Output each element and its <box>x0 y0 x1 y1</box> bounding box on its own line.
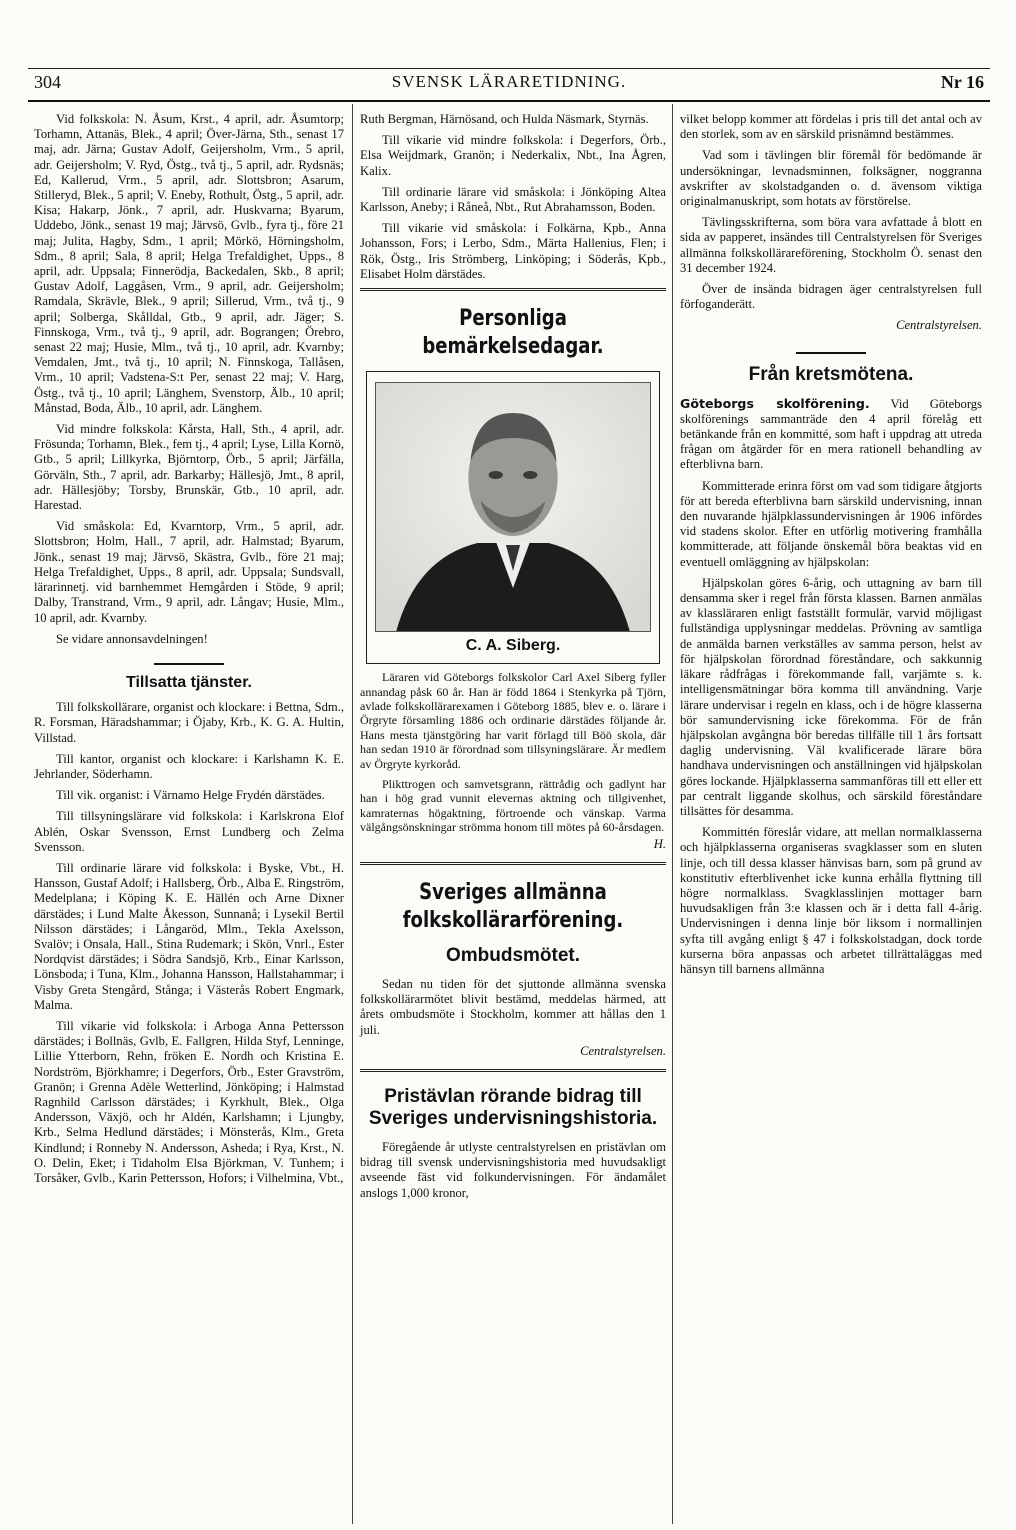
column-divider <box>352 104 353 1524</box>
separator <box>34 655 344 665</box>
paragraph: Plikttrogen och samvetsgrann, rättrådig och gadlynt har han i hög grad vunnit elevernas aktning och tillgivenhet, kamraternas högaktning, förtroende och vänskap. Varma välgångsönskningar strömma honom till mötes på 60-årsdagen. <box>360 777 666 835</box>
paragraph: Vid folkskola: N. Åsum, Krst., 4 april, adr. Åsumtorp; Torhamn, Attanäs, Blek., 4 april; Över-Järna, Sth., senast 17 maj, adr. Järna; Gustav Adolf, Geijersholm, Vrm., 5 april, adr. Geijersholm; V. Ryd, Östg., två tj., 5 april, adr. Rydsnäs; Ed, Kallerud, Vrm., 5 april, adr. Slottsbron; Asarum, Stilleryd, Blek., 5 april; V. Eneby, Rothult, Östg., 5 april, adr. Kisa; Hakarp, Jönk., 7 april, adr. Huskvarna; Byarum, Uddebo, Jönk., senast 19 maj; Järvsö, Gvlb., fyra tj., före 21 maj; Julita, Hagby, Sdm., 1 april; Mörkö, Hörningsholm, Sdm., 8 april; Sala, 8 april; Helga Trefaldighet, Upps., 8 april, adr. Uppsala; Finnerödja, Backedalen, Skb., 8 april; Gustav Adolf, Laggåsen, Vrm., 9 april, adr. Geijersholm; Ramdala, Skrävle, Blek., 9 april; Sillerud, Vrm., två tj., 9 april; Solberga, Skålldal, Gtb., 9 april, adr. Jäger; S. Finnskoga, Vrm., två tj., 9 april, adr. Bograngen; Örebro, senast 22 maj; Husie, Mlm., två tj., 10 april, adr. Kvarnby; Vemdalen, Jmt., två tj., 10 april; N. Finnskoga, Tallåsen, Vrm., 10 april; Vadstena-S:t Per, senast 22 maj; V. Harg, Östg., två tj., 10 april; Länghem, Svenstorp, Älb., 10 april; Månstad, Boda, Älb., 10 april, adr. Länghem. <box>34 112 344 415</box>
header-rule <box>28 100 990 102</box>
paragraph: Till vik. organist: i Värnamo Helge Frydén därstädes. <box>56 788 325 803</box>
paragraph: Vid småskola: Ed, Kvarntorp, Vrm., 5 april, adr. Slottsbron; Holm, Hall., 7 april, adr. Halmstad; Byarum, Jönk., senast 19 maj; Järvsö, Skästra, Gvlb., före 21 maj; Helga Trefaldighet, Upps., 8 april, adr. Uppsala; Sundsvall, lärarinnetj. vid barnhemmet Hemgården i Stöde, 9 april; Dalby, Transtrand, Vrm., 9 april, adr. Långav; Husie, Mlm., 10 april, adr. Kvarnby. <box>34 519 344 625</box>
paragraph <box>680 396 982 473</box>
section-title: Från kretsmötena. <box>748 363 914 385</box>
column-3 <box>680 112 982 983</box>
issue-number: Nr 16 <box>940 72 984 92</box>
section-title: Pristävlan rörande bidrag till Sveriges undervisningshistoria. <box>368 1085 658 1129</box>
paragraph: Kommitterade erinra först om vad som tidigare åtgjorts för att bereda efterblivna barn särskild undervisning, innan den nuvarande hjälpklassundervisningen år 1906 infördes vid stadens skolor. Efter en utförlig motivering framhålla kommitterade, att följande önskemål böra beaktas vid en eventuell omläggning av hjälpskolan: <box>680 478 982 569</box>
double-rule <box>360 1069 666 1074</box>
separator <box>680 344 982 354</box>
paragraph: Vad som i tävlingen blir föremål för bedömande är undersökningar, levnadsminnen, folksägner, noggranna avskrifter av skolstadganden o. d. ävensom viktiga originalmanuskript, som hotats av förstörelse. <box>680 148 982 209</box>
paragraph: Till folkskollärare, organist och klockare: i Bettna, Sdm., R. Forsman, Häradshammar; i Öjaby, Krb., K. G. A. Hultin, Villstad. <box>34 700 344 745</box>
portrait-photo <box>376 383 650 631</box>
paragraph: Till ordinarie lärare vid folkskola: i Byske, Vbt., H. Hansson, Gustaf Adolf; i Hallsberg, Örb., Alba E. Ringström, Medelplana; i Köping K. E. Hällén och Arne Dixner därstädes; i Lund Malte Åkesson, Sunnanå; i Lysekil Bertil Nilsson därstädes; i Långaröd, Mlm., Tekla Axelsson, Svalöv; i Onsala, Hall., Stina Rudemark; i Skön, Vnrl., Ester Nordqvist därstädes; i Södra Sandsjö, Krb., Einar Karlsson, Lönsboda; i Tuna, Klm., Johanna Hansson, Hallstahammar; i Visby Greta Stengård, Stånga; i Västerås Robert Engmark, Malma. <box>34 860 344 1012</box>
double-rule <box>360 862 666 867</box>
section-title: Ombudsmötet. <box>445 944 581 966</box>
column-2 <box>360 112 666 1207</box>
section-title: Tillsatta tjänster. <box>126 673 252 691</box>
column-1 <box>34 112 344 1192</box>
signature: H. <box>653 836 666 851</box>
paragraph: vilket belopp kommer att fördelas i pris till det antal och av den storlek, som av en särskild prisnämnd bestämmes. <box>680 112 982 142</box>
page-number: 304 <box>34 72 61 92</box>
paragraph: Till vikarie vid mindre folkskola: i Degerfors, Örb., Elsa Weijdmark, Granön; i Nederkalix, Nbt., Ina Ågren, Kalix. <box>360 133 666 178</box>
section-title: folkskollärarförening. <box>402 907 624 933</box>
paragraph: Till vikarie vid småskola: i Folkärna, Kpb., Anna Johansson, Fors; i Lerbo, Sdm., Märta Hallenius, Flen; i Rök, Östg., Iris Strömberg, Linköping; i Söderås, Kpb., Elisabet Holm därstädes. <box>360 221 666 281</box>
paragraph: Vid mindre folkskola: Kårsta, Hall, Sth., 4 april, adr. Frösunda; Torhamn, Blek., fem tj., 4 april; Lyse, Lilla Kornö, Gtb., 5 april; Lillkyrka, Björntorp, Örb., 5 april; Järfälla, Görväln, Sth., 7 april, adr. Barkarby; Hällesjö, Jmt., 8 april, adr. Hällesjöby; Torsby, Brunskär, Gtb., 10 april, adr. Harestad. <box>34 422 344 513</box>
column-divider <box>672 104 673 1524</box>
portrait-frame <box>366 371 660 664</box>
double-rule <box>360 288 666 293</box>
top-rule <box>28 68 990 69</box>
paragraph: Till tillsyningslärare vid folkskola: i Karlskrona Elof Ablén, Oskar Svensson, Ernst Lundberg och Zelma Svensson. <box>34 809 344 854</box>
paragraph: Över de insända bidragen äger centralstyrelsen full förfoganderätt. <box>680 282 982 312</box>
paragraph: Till kantor, organist och klockare: i Karlshamn K. E. Jehrlander, Söderhamn. <box>34 751 344 781</box>
paragraph: Tävlingsskrifterna, som böra vara avfattade å blott en sida av papperet, insändes till Centralstyrelsen för Sveriges allmänna folkskollärareförening, Stockholm Ö. senast den 31 december 1924. <box>680 215 982 275</box>
paragraph: Till ordinarie lärare vid småskola: i Jönköping Altea Karlsson, Aneby; i Råneå, Nbt., Rut Abrahamsson, Boden. <box>360 184 666 215</box>
paragraph: Föregående år utlyste centralstyrelsen en pristävlan om bidrag till svensk undervisningshistoria med huvudsakligt avseende fäst vid folkundervisningen. För ändamålet anslogs 1,000 kronor, <box>360 1139 666 1200</box>
kicker: Göteborgs skolförening. <box>680 395 870 411</box>
paragraph: Sedan nu tiden för det sjuttonde allmänna svenska folkskollärarmötet blivit bestämd, meddelas härmed, att årets ombudsmöte i Stockholm, kommer att hållas den 1 juli. <box>360 976 666 1037</box>
page-header <box>34 72 984 98</box>
paragraph: Hjälpskolan göres 6-årig, och uttagning av barn till densamma sker i regel från första klassen. Barnen anmälas av klassläraren enligt fastställt formulär, varvid möjligast fullständiga upplysningar meddelas. Prövning av samtliga de anmälda barnen verkställes av samma person, helst av för hjälpskolan förordnad föreståndare, och sakkunnig läkare rådfrågas i förekommande fall, varjämte s. k. intelligensmätningar böra komma till användning. Varje lärare undervisar i regeln en klass, och i de högre klasserna bör samundervisning icke förekomma. För de från hjälpskolan avgångna bör beredas tillfälle till 1 års fortsatt daglig undervisning. Väl kvalificerade lärare böra handhava undervisningen och anställningen vid hjälpskolan göres lockande. Hjälpklasserna sammanföras till ett eller ett par centralt liggande skolhus, och särskild föreståndare tillsättes för desamma. <box>680 575 982 818</box>
section-title: Sveriges allmänna <box>419 879 607 905</box>
portrait-image <box>375 382 651 632</box>
portrait-caption: C. A. Siberg. <box>465 637 561 655</box>
paragraph: Till vikarie vid folkskola: i Arboga Anna Pettersson därstädes; i Bollnäs, Gvlb, E. Fallgren, Hilda Styf, Lenninge, Lillie Ytterborn, Rehn, fröken E. Nordh och Kristina E. Nordström, Björkhamre; i Degerfors, Örb., Ester Gravström, Granön; i Grenna Adèle Wetterlind, Jönköping; i Halmstad Ragnhild Carlsson därstädes; i Kyrkhult, Blek., Olga Andersson, Växjö, och hr Aldén, Karlshamn; i Ljungby, Krb., Selma Hedlund därstädes; i Mönsterås, Klm., Greta Kindlund; i Ronneby N. Andersson, Asheda; i Rya, Krst., N. O. Delin, Eket; i Tidaholm Elsa Björkman, V. Tunhem; i Torsåker, Gvlb., Karin Pettersson, Hofors; i Vilhelmina, Vbt., <box>34 1018 344 1185</box>
signature: Centralstyrelsen. <box>580 1043 666 1058</box>
paragraph: Kommittén föreslår vidare, att mellan normalklasserna och hjälpklasserna organiseras svagklasser som en sluten linje, och till dessa klasser hänvisas barn, som på grund av konstitutiv efterblivenhet icke kunna erhålla flyttning till högre normalklass. Svagklasslinjen mottager barn huvudsakligen från 3:e klassen och är i detta fall 4-årig. Undervisningen i denna linje bör liksom i normallinjen syfta till avgång enligt § 47 i folkskolstadgan, dock torde kurserna böra anpassas och arbetet tillrättaläggas med hänsyn till barnens allmänna <box>680 825 982 976</box>
paragraph: Se vidare annonsavdelningen! <box>56 631 208 646</box>
paragraph-text: Vid Göteborgs skolförenings sammanträde den 4 april förelåg ett betänkande från en kommitté, som haft i uppdrag att utreda frågan om åtgärder för en mera rationell behandling av efterblivna barn. <box>680 396 982 472</box>
paragraph: Läraren vid Göteborgs folkskolor Carl Axel Siberg fyller annandag påsk 60 år. Han är född 1864 i Stenkyrka på Tjörn, avlade folkskollärarexamen i Göteborg 1885, blev e. o. lärare i Örgryte församling 1886 och ordinarie därstädes följande år. Hans mesta tjänstgöring har varit förlagd till Böö skola, där han sedan 1910 är förordnad som tillsyningslärare. Är medlem av Örgryte kyrkoråd. <box>360 670 666 771</box>
paragraph: Ruth Bergman, Härnösand, och Hulda Näsmark, Styrnäs. <box>360 112 649 126</box>
section-title: Personliga bemärkelsedagar. <box>422 306 604 360</box>
signature: Centralstyrelsen. <box>896 318 982 333</box>
publication-title: SVENSK LÄRARETIDNING. <box>391 72 627 91</box>
